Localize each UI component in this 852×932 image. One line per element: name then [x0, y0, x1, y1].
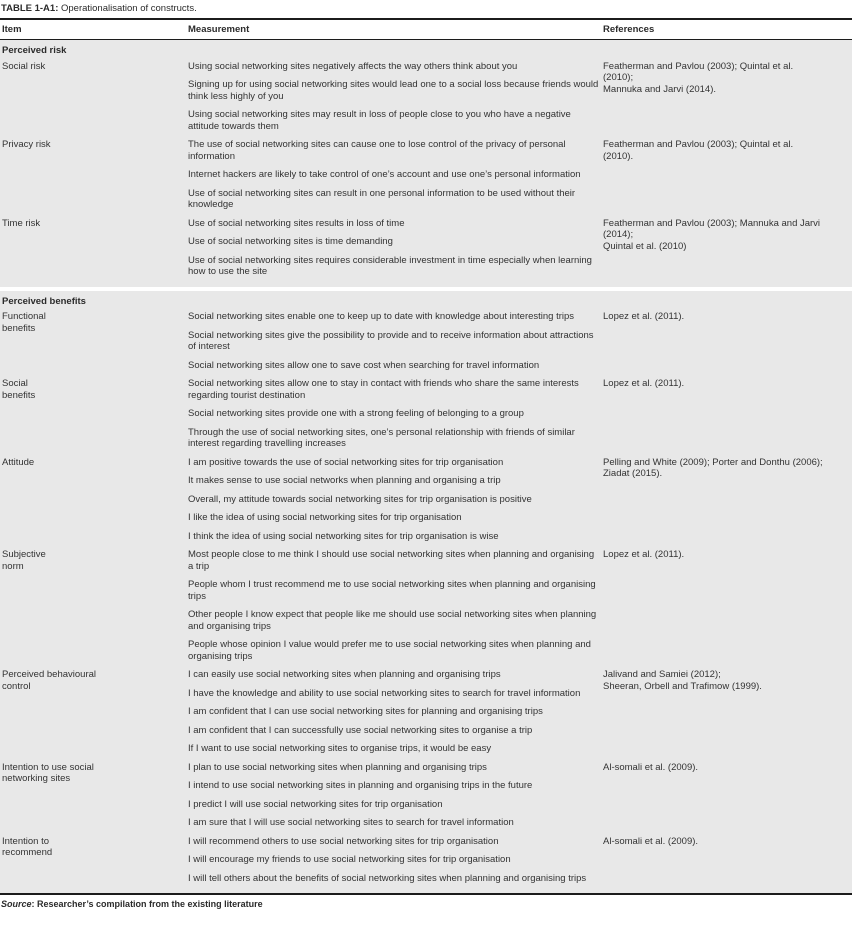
item-cell — [0, 457, 188, 550]
item-label: benefits — [2, 389, 36, 401]
measurement-text: I will tell others about the benefits of social networking sites when planning and organising trips — [188, 872, 587, 884]
measurement-text: Using social networking sites may result in loss of people close to you who have a negative attitude towards them — [188, 109, 571, 132]
item-cell — [0, 139, 188, 218]
measurement-text: I have the knowledge and ability to use social networking sites to search for travel information — [188, 687, 581, 699]
column-header-item: Item — [2, 24, 22, 35]
references-cell — [601, 311, 852, 378]
reference-text: Jalivand and Samiei (2012); — [603, 669, 721, 680]
item-label: Social risk — [2, 60, 46, 72]
table-row-social-risk — [0, 61, 852, 140]
measurement-cell — [188, 218, 601, 285]
reference-text: (2014); — [603, 229, 634, 240]
item-label: Subjective — [2, 549, 46, 560]
measurement-text: Social networking sites enable one to keep up to date with knowledge about interesting trips — [188, 311, 575, 322]
table-row-social-benefits — [0, 378, 852, 457]
measurement-cell — [188, 669, 601, 762]
reference-text: Al-somali et al. (2009). — [603, 761, 699, 773]
measurement-text: Use of social networking sites results in loss of time — [188, 217, 405, 229]
section-bottom-padding — [0, 891, 852, 893]
references-cell — [601, 378, 852, 457]
measurement-text: Social networking sites allow one to save cost when searching for travel information — [188, 359, 540, 371]
item-label: networking sites — [2, 773, 71, 784]
measurement-text: I will recommend others to use social networking sites for trip organisation — [188, 835, 499, 847]
reference-text: Featherman and Pavlou (2003); Quintal et al. — [603, 60, 794, 72]
measurement-text: I plan to use social networking sites when planning and organising trips — [188, 761, 487, 773]
reference-text: Lopez et al. (2011). — [603, 311, 685, 322]
item-label: benefits — [2, 322, 36, 334]
measurement-text: The use of social networking sites can cause one to lose control of the privacy of personal information — [188, 139, 566, 162]
table-row-time-risk — [0, 218, 852, 285]
column-header-references: References — [603, 24, 655, 35]
measurement-text: Use of social networking sites is time demanding — [188, 236, 393, 247]
reference-text: Featherman and Pavlou (2003); Quintal et al. — [603, 139, 794, 150]
measurement-text: I can easily use social networking sites when planning and organising trips — [188, 669, 501, 680]
section-header-perceived-risk: Perceived risk — [2, 45, 67, 56]
measurement-text: If I want to use social networking sites to organise trips, it would be easy — [188, 743, 492, 754]
reference-text: Mannuka and Jarvi (2014). — [603, 83, 717, 95]
item-label: recommend — [2, 847, 53, 858]
item-cell — [0, 762, 188, 836]
reference-text: Lopez et al. (2011). — [603, 378, 685, 389]
item-cell — [0, 218, 188, 285]
item-cell — [0, 549, 188, 669]
measurement-text: Signing up for using social networking sites would lead one to a social loss because friends would think less highly of you — [188, 79, 599, 102]
references-cell — [601, 762, 852, 836]
measurement-text: I am sure that I will use social networking sites to search for travel information — [188, 817, 514, 828]
measurement-cell — [188, 139, 601, 218]
table-number-label: TABLE 1-A1: — [1, 3, 59, 14]
table-section-perceived-benefits — [0, 291, 852, 894]
reference-text: Lopez et al. (2011). — [603, 549, 685, 560]
item-label: Functional — [2, 311, 46, 322]
reference-text: (2010); — [603, 72, 634, 83]
measurement-text: Through the use of social networking sites, one’s personal relationship with friends of similar interest regarding travelling increases — [188, 426, 575, 449]
item-label: Privacy risk — [2, 139, 51, 150]
measurement-cell — [188, 836, 601, 892]
source-note — [0, 895, 852, 910]
measurement-text: Other people I know expect that people like me should use social networking sites when planning and organising trips — [188, 609, 597, 632]
measurement-text: I predict I will use social networking sites for trip organisation — [188, 798, 443, 810]
item-cell — [0, 669, 188, 762]
measurement-text: Use of social networking sites can result in one personal information to be used without their knowledge — [188, 187, 576, 210]
item-label: Attitude — [2, 456, 35, 468]
item-cell — [0, 378, 188, 457]
reference-text: Sheeran, Orbell and Trafimow (1999). — [603, 680, 762, 692]
measurement-cell — [188, 549, 601, 669]
measurement-text: I am positive towards the use of social networking sites for trip organisation — [188, 456, 504, 468]
section-bottom-padding — [0, 285, 852, 287]
measurement-text: Social networking sites give the possibility to provide and to receive information about attractions of interest — [188, 329, 594, 352]
measurement-cell — [188, 762, 601, 836]
item-cell — [0, 836, 188, 892]
item-cell — [0, 61, 188, 140]
measurement-text: Using social networking sites negatively affects the way others think about you — [188, 60, 518, 72]
references-cell — [601, 139, 852, 218]
measurement-text: Internet hackers are likely to take control of one’s account and use one’s personal information — [188, 169, 581, 180]
references-cell — [601, 549, 852, 669]
measurement-text: Social networking sites provide one with a strong feeling of belonging to a group — [188, 408, 524, 419]
table-column-header-row — [0, 18, 852, 40]
item-label: Perceived behavioural — [2, 669, 97, 680]
source-text: : Researcher’s compilation from the existing literature — [31, 899, 263, 909]
table-caption-text: Operationalisation of constructs. — [61, 3, 197, 14]
measurement-text: It makes sense to use social networks when planning and organising a trip — [188, 475, 501, 486]
reference-text: Al-somali et al. (2009). — [603, 835, 699, 847]
table-row-perceived-behavioural-control — [0, 669, 852, 762]
table-row-intention-to-use-social-networking-sites — [0, 762, 852, 836]
references-cell — [601, 218, 852, 285]
measurement-text: Most people close to me think I should use social networking sites when planning and organising a trip — [188, 549, 595, 572]
reference-text: (2010). — [603, 150, 634, 162]
item-label: Social — [2, 378, 28, 389]
reference-text: Quintal et al. (2010) — [603, 240, 687, 252]
measurement-text: I like the idea of using social networking sites for trip organisation — [188, 512, 462, 523]
measurement-text: I will encourage my friends to use social networking sites for trip organisation — [188, 854, 511, 865]
reference-text: Featherman and Pavlou (2003); Mannuka and Jarvi — [603, 217, 821, 229]
source-label: Source — [1, 899, 32, 909]
item-cell — [0, 311, 188, 378]
measurement-cell — [188, 311, 601, 378]
reference-text: Ziadat (2015). — [603, 468, 663, 479]
measurement-text: People whose opinion I value would prefer me to use social networking sites when planning and organising trips — [188, 639, 591, 662]
section-header-perceived-benefits: Perceived benefits — [2, 295, 86, 307]
table-row-functional-benefits — [0, 311, 852, 378]
table-body — [0, 40, 852, 895]
item-label: control — [2, 680, 31, 692]
reference-text: Pelling and White (2009); Porter and Donthu (2006); — [603, 456, 823, 468]
table-title — [0, 0, 852, 18]
item-label: Intention to — [2, 835, 50, 847]
measurement-text: I intend to use social networking sites in planning and organising trips in the future — [188, 780, 533, 791]
measurement-text: People whom I trust recommend me to use social networking sites when planning and organising trips — [188, 579, 596, 602]
measurement-text: I think the idea of using social networking sites for trip organisation is wise — [188, 530, 499, 542]
references-cell — [601, 457, 852, 550]
table-row-privacy-risk — [0, 139, 852, 218]
references-cell — [601, 669, 852, 762]
measurement-cell — [188, 378, 601, 457]
measurement-text: I am confident that I can successfully use social networking sites to organise a trip — [188, 724, 533, 736]
table-row-subjective-norm — [0, 549, 852, 669]
column-header-measurement: Measurement — [188, 24, 250, 35]
measurement-text: Overall, my attitude towards social networking sites for trip organisation is positive — [188, 493, 532, 505]
item-label: Time risk — [2, 217, 41, 229]
table-row-attitude — [0, 457, 852, 550]
measurement-cell — [188, 457, 601, 550]
item-label: Intention to use social — [2, 761, 94, 773]
measurement-cell — [188, 61, 601, 140]
measurement-text: Social networking sites allow one to stay in contact with friends who share the same interests regarding tourist destination — [188, 378, 579, 401]
references-cell — [601, 61, 852, 140]
table-section-perceived-risk — [0, 40, 852, 287]
references-cell — [601, 836, 852, 892]
item-label: norm — [2, 560, 24, 572]
measurement-text: I am confident that I can use social networking sites for planning and organising trips — [188, 706, 543, 717]
table-row-intention-to-recommend — [0, 836, 852, 892]
measurement-text: Use of social networking sites requires considerable investment in time especially when learning how to use the site — [188, 254, 592, 277]
